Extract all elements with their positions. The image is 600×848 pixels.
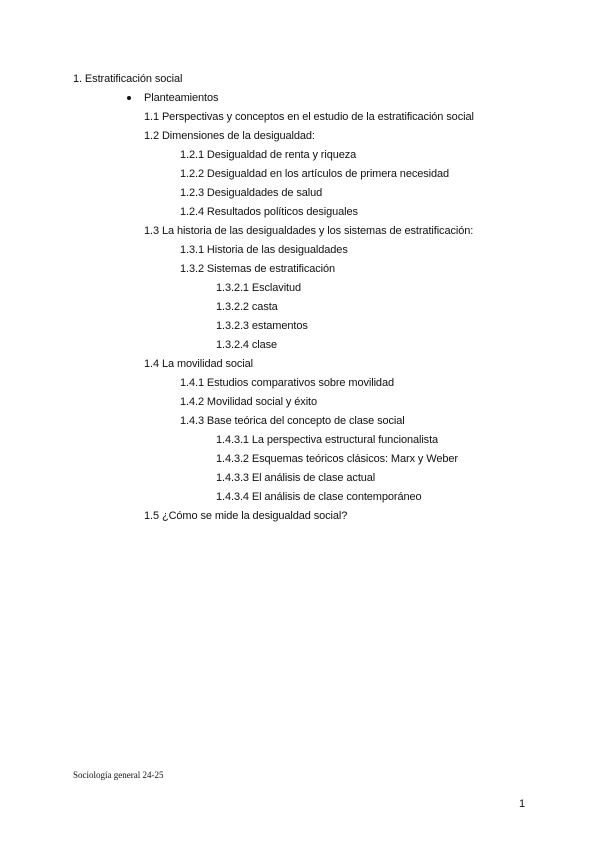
outline-item-1-4-3: 1.4.3 Base teórica del concepto de clase social bbox=[180, 415, 405, 427]
outline-item-1-3-2-1: 1.3.2.1 Esclavitud bbox=[216, 282, 302, 294]
outline-item-1-4-3-3: 1.4.3.3 El análisis de clase actual bbox=[216, 472, 376, 484]
outline-item-1-2-4: 1.2.4 Resultados políticos desiguales bbox=[180, 206, 358, 218]
page-number: 1 bbox=[519, 798, 526, 810]
outline-item-1-3-2: 1.3.2 Sistemas de estratificación bbox=[180, 263, 336, 275]
outline-item-1-2-1: 1.2.1 Desigualdad de renta y riqueza bbox=[180, 149, 357, 161]
outline-title: 1. Estratificación social bbox=[73, 73, 183, 85]
outline-item-1-4-3-2: 1.4.3.2 Esquemas teóricos clásicos: Marx y Weber bbox=[216, 453, 458, 465]
outline-item-1-2-3: 1.2.3 Desigualdades de salud bbox=[180, 187, 323, 199]
outline-item-1-4-3-1: 1.4.3.1 La perspectiva estructural funcionalista bbox=[216, 434, 439, 446]
outline-item-1-4-3-4: 1.4.3.4 El análisis de clase contemporáneo bbox=[216, 491, 422, 503]
outline-item-1-2: 1.2 Dimensiones de la desigualdad: bbox=[144, 130, 315, 142]
footer-course-label: Sociología general 24-25 bbox=[73, 770, 164, 780]
outline-item-1-3-1: 1.3.1 Historia de las desigualdades bbox=[180, 244, 348, 256]
outline-item-1-2-2: 1.2.2 Desigualdad en los artículos de primera necesidad bbox=[180, 168, 450, 180]
outline-bullet-item: Planteamientos bbox=[144, 92, 219, 104]
bullet-icon bbox=[127, 96, 131, 100]
outline-item-1-1: 1.1 Perspectivas y conceptos en el estudio de la estratificación social bbox=[144, 111, 474, 123]
outline-item-1-4-2: 1.4.2 Movilidad social y éxito bbox=[180, 396, 318, 408]
outline-item-1-3-2-4: 1.3.2.4 clase bbox=[216, 339, 278, 351]
outline-item-1-4-1: 1.4.1 Estudios comparativos sobre movilidad bbox=[180, 377, 394, 389]
outline-item-1-3-2-3: 1.3.2.3 estamentos bbox=[216, 320, 308, 332]
outline-item-1-5: 1.5 ¿Cómo se mide la desigualdad social? bbox=[144, 510, 348, 522]
outline-item-1-4: 1.4 La movilidad social bbox=[144, 358, 253, 370]
outline-item-1-3: 1.3 La historia de las desigualdades y los sistemas de estratificación: bbox=[144, 225, 474, 237]
outline-item-1-3-2-2: 1.3.2.2 casta bbox=[216, 301, 278, 313]
